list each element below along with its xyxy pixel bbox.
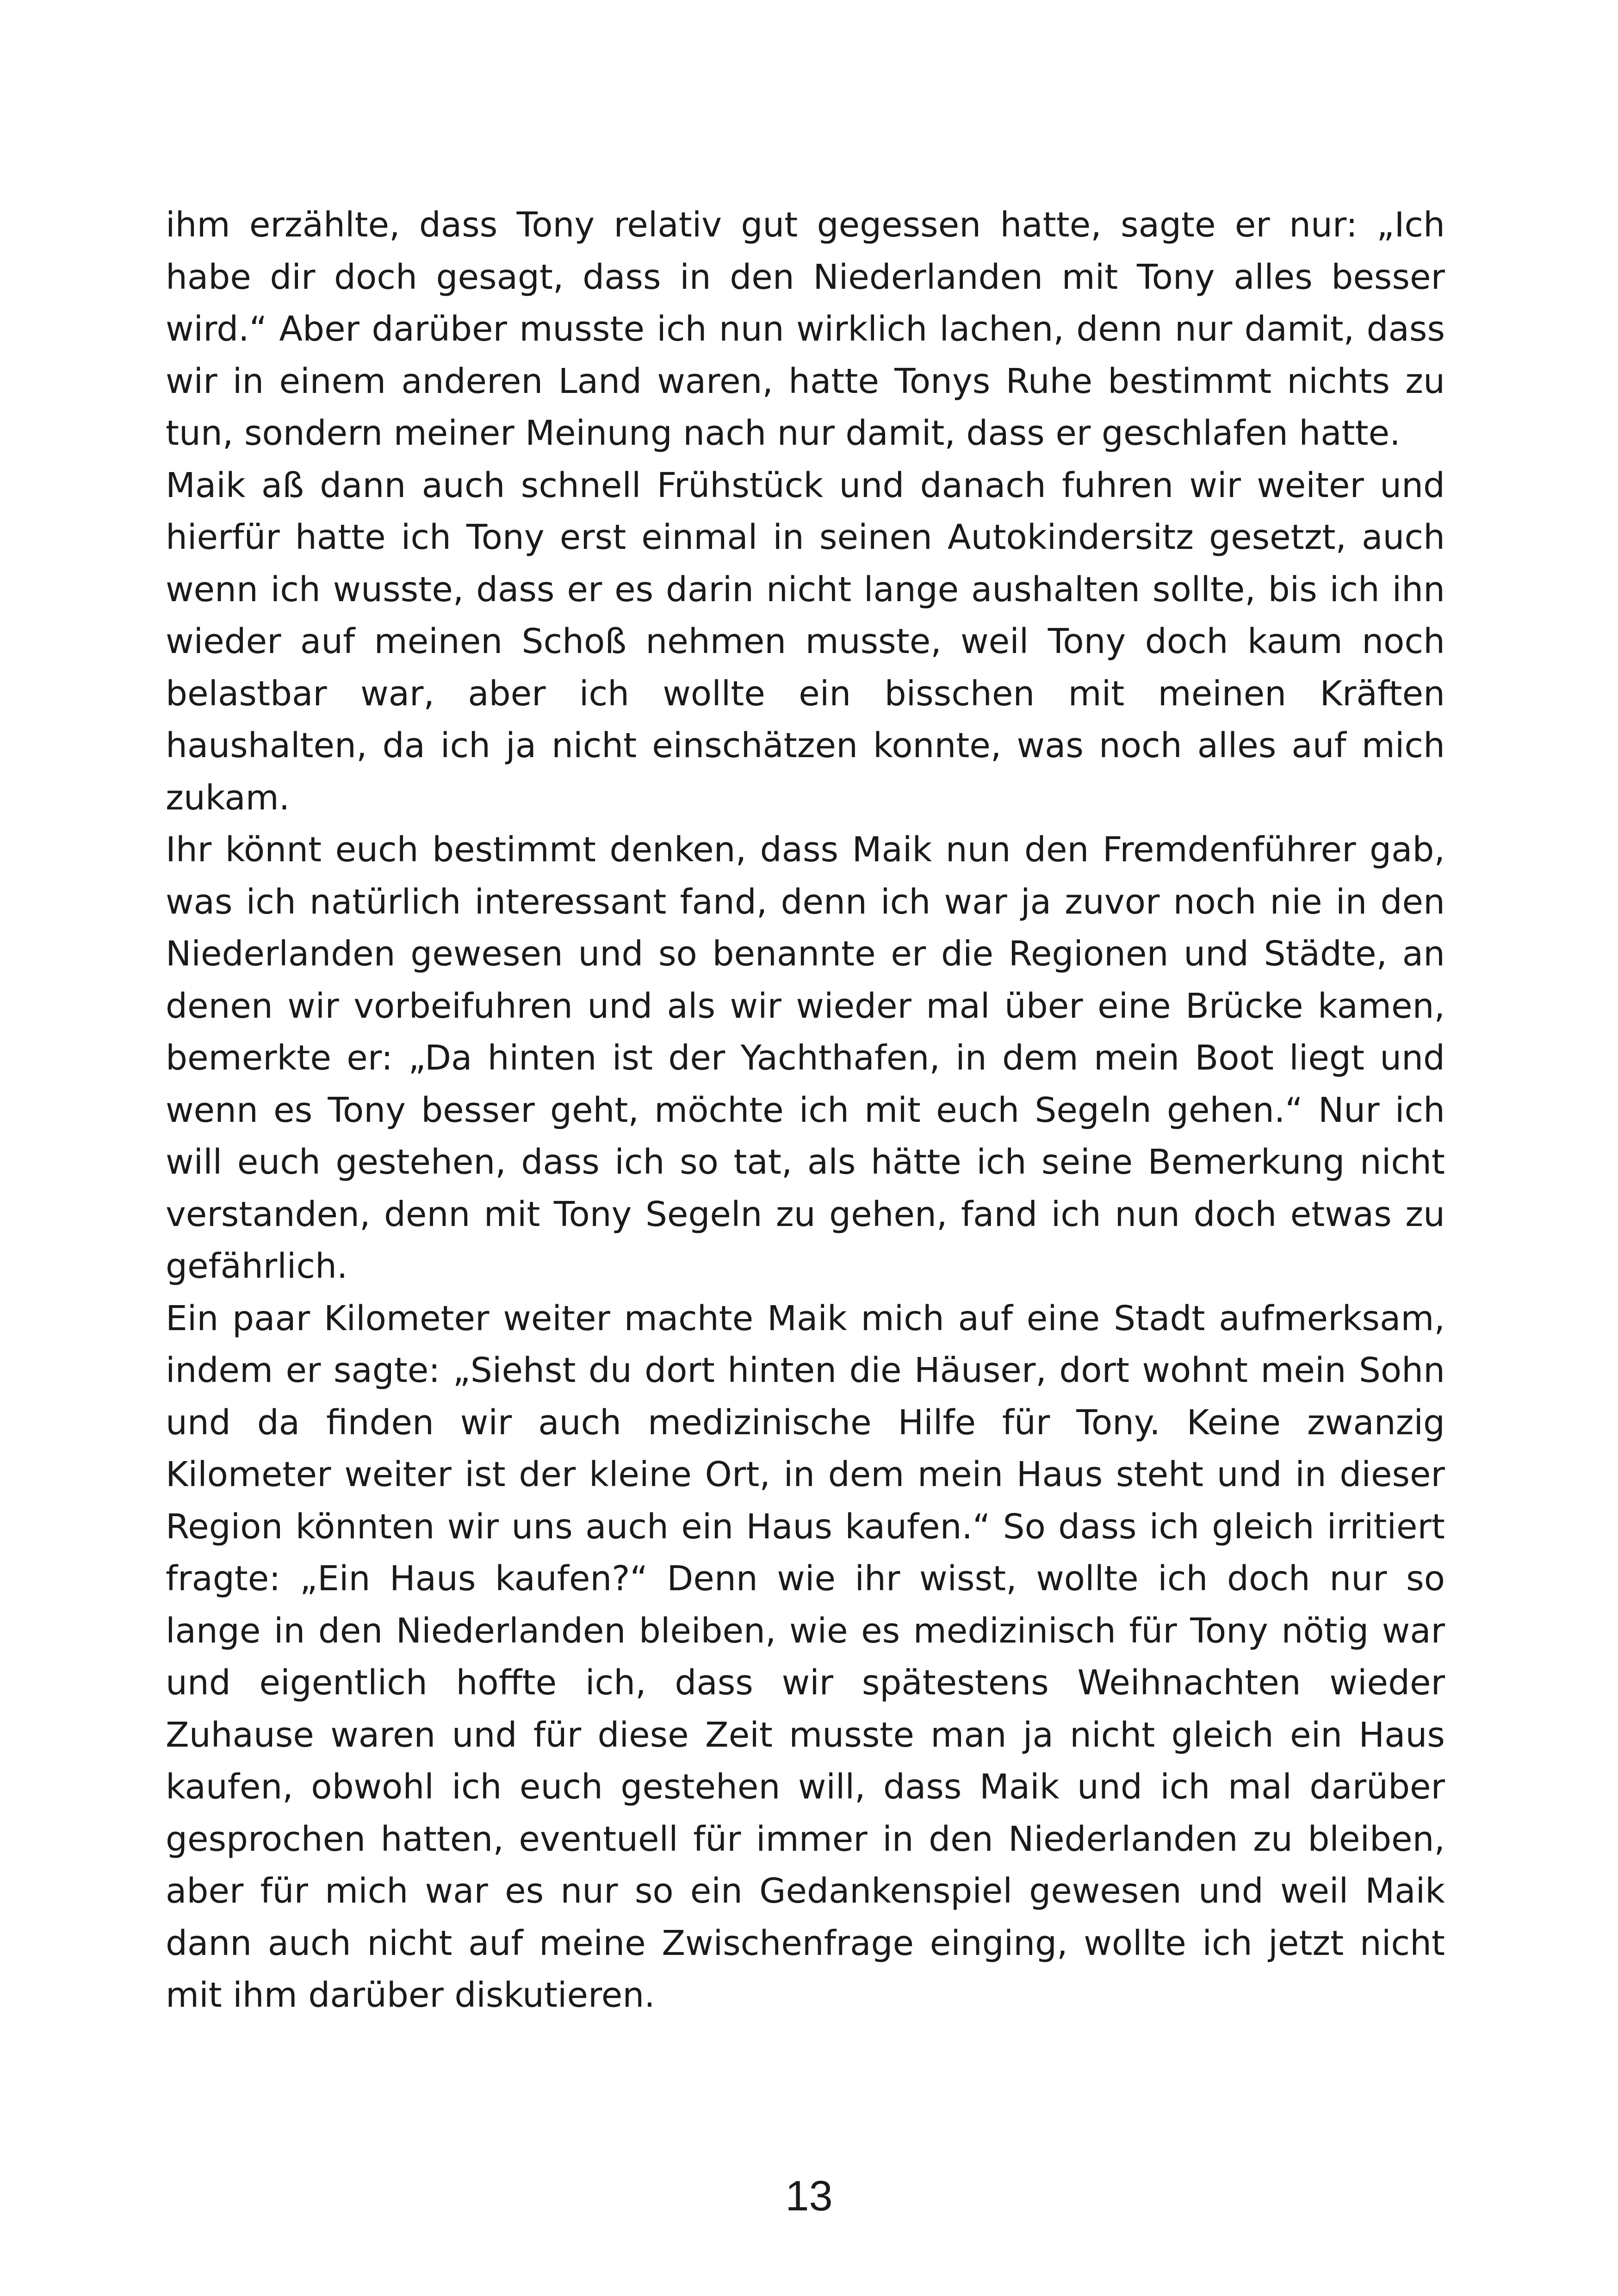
page-number: 13 — [785, 2172, 833, 2220]
paragraph-1: ihm erzählte, dass Tony relativ gut gegessen hatte, sagte er nur: „Ich habe dir doch gesagt, dass in den Niederlanden mit Tony alles besser wird.“ Aber darüber musste ich nun wirklich lachen, denn nur damit, dass wir in einem anderen Land waren, hatte Tonys Ruhe bestimmt nichts zu tun, sondern meiner Meinung nach nur damit, dass er geschlafen hatte. — [166, 205, 1445, 453]
body-text — [166, 199, 1445, 2022]
paragraph-4: Ein paar Kilometer weiter machte Maik mich auf eine Stadt aufmerksam, indem er sagte: „Siehst du dort hinten die Häuser, dort wohnt mein Sohn und da finden wir auch medizinische Hilfe für Tony. Keine zwanzig Kilometer weiter ist der kleine Ort, in dem mein Haus steht und in dieser Region könnten wir uns auch ein Haus kaufen.“ So dass ich gleich irritiert fragte: „Ein Haus kaufen?“ Denn wie ihr wisst, wollte ich doch nur so lange in den Niederlanden bleiben, wie es medizinisch für Tony nötig war und eigentlich hoffte ich, dass wir spätestens Weihnachten wieder Zuhause waren und für diese Zeit musste man ja nicht gleich ein Haus kaufen, obwohl ich euch gestehen will, dass Maik und ich mal darüber gesprochen hatten, eventuell für immer in den Niederlanden zu bleiben, aber für mich war es nur so ein Gedankenspiel gewesen und weil Maik dann auch nicht auf meine Zwischenfrage einging, wollte ich jetzt nicht mit ihm darüber diskutieren. — [166, 1298, 1445, 2015]
paragraph-2: Maik aß dann auch schnell Frühstück und danach fuhren wir weiter und hierfür hatte ich Tony erst einmal in seinen Autokindersitz gesetzt, auch wenn ich wusste, dass er es darin nicht lange aushalten sollte, bis ich ihn wieder auf meinen Schoß nehmen musste, weil Tony doch kaum noch belastbar war, aber ich wollte ein bisschen mit meinen Kräften haushalten, da ich ja nicht einschätzen konnte, was noch alles auf mich zukam. — [166, 465, 1445, 818]
paragraph-3: Ihr könnt euch bestimmt denken, dass Maik nun den Fremdenführer gab, was ich natürlich interessant fand, denn ich war ja zuvor noch nie in den Niederlanden gewesen und so benannte er die Regionen und Städte, an denen wir vorbeifuhren und als wir wieder mal über eine Brücke kamen, bemerkte er: „Da hinten ist der Yachthafen, in dem mein Boot liegt und wenn es Tony besser geht, möchte ich mit euch Segeln gehen.“ Nur ich will euch gestehen, dass ich so tat, als hätte ich seine Bemerkung nicht verstanden, denn mit Tony Segeln zu gehen, fand ich nun doch etwas zu gefährlich. — [166, 830, 1445, 1286]
